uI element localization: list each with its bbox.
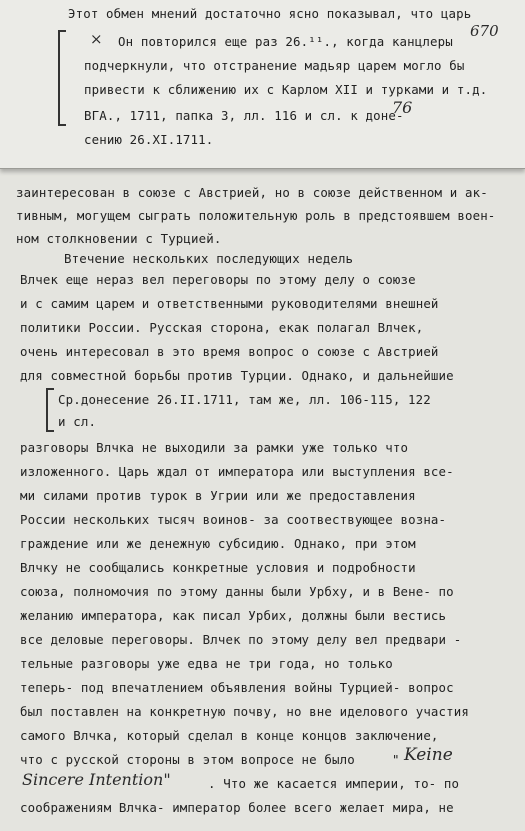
body-line: соображениям Влчка- император более всего желает мира, не	[20, 800, 454, 815]
main-top-line-1: заинтересован в союзе с Австрией, но в союзе действенном и ак-	[16, 185, 488, 200]
slip-line-6: сению 26.XI.1711.	[84, 132, 214, 147]
body-line: изложенного. Царь ждал от императора или выступления все-	[20, 464, 454, 479]
slip-line-4: привести к сближению их с Карлом XII и турками и т.д.	[84, 82, 488, 97]
footnote-bracket	[46, 388, 54, 432]
body-line: граждение или же денежную субсидию. Однако, при этом	[20, 536, 416, 551]
quote-open: "	[392, 752, 400, 767]
body-line: России нескольких тысяч воинов- за соотвествующее возна-	[20, 512, 447, 527]
body-line: Влчку не сообщались конкретные условия и подробности	[20, 560, 416, 575]
handwritten-cross: ×	[90, 30, 103, 48]
body-line: . Что же касается империи, то- по	[208, 776, 460, 791]
handwritten-number: 76	[392, 98, 413, 117]
body-line: был поставлен на конкретную почву, но вне иделового участия	[20, 704, 469, 719]
handwritten-folio-number: 670	[470, 22, 499, 40]
main-top-line-3: ном столкновении с Турцией.	[16, 231, 222, 246]
section-heading: Втечение нескольких последующих недель	[64, 251, 354, 266]
body-line: все деловые переговоры. Влчек по этому делу вел предвари -	[20, 632, 462, 647]
pasted-slip	[0, 0, 525, 169]
slip-line-2: Он повторился еще раз 26.¹¹., когда канцлеры	[118, 34, 453, 49]
slip-line-5: ВГА., 1711, папка 3, лл. 116 и сл. к доне-	[84, 108, 404, 123]
body-line: разговоры Влчка не выходили за рамки уже только что	[20, 440, 409, 455]
footnote-line-1: Ср.донесение 26.II.1711, там же, лл. 106-115, 122	[58, 392, 431, 407]
slip-line-3: подчеркнули, что отстранение мадьяр царем могло бы	[84, 58, 465, 73]
body-line: ми силами против турок в Угрии или же предоставления	[20, 488, 416, 503]
footnote-line-2: и сл.	[58, 414, 97, 429]
body-line: тельные разговоры уже едва не три года, но только	[20, 656, 393, 671]
handwritten-keine: Keine	[404, 745, 453, 765]
body-line: политики России. Русская сторона, екак полагал Влчек,	[20, 320, 424, 335]
body-line: для совместной борьбы против Турции. Однако, и дальнейшие	[20, 368, 454, 383]
body-line: очень интересовал в это время вопрос о союзе с Австрией	[20, 344, 439, 359]
slip-bracket	[58, 30, 66, 126]
body-line: теперь- под впечатлением объявления войны Турцией- вопрос	[20, 680, 454, 695]
main-top-line-2: тивным, могущем сыграть положительную роль в предстоявшем воен-	[16, 208, 496, 223]
body-line: что с русской стороны в этом вопросе не было	[20, 752, 355, 767]
slip-line-1: Этот обмен мнений достаточно ясно показывал, что царь	[68, 6, 472, 21]
body-line: Влчек еще нераз вел переговоры по этому делу о союзе	[20, 272, 416, 287]
body-line: и с самим царем и ответственными руководителями внешней	[20, 296, 439, 311]
body-line: самого Влчка, который сделал в конце концов заключение,	[20, 728, 439, 743]
body-line: союза, полномочия по этому данны были Урбху, и в Вене- по	[20, 584, 454, 599]
handwritten-sincere-intention: Sincere Intention"	[22, 770, 171, 789]
body-line: желанию императора, как писал Урбих, должны были вестись	[20, 608, 447, 623]
